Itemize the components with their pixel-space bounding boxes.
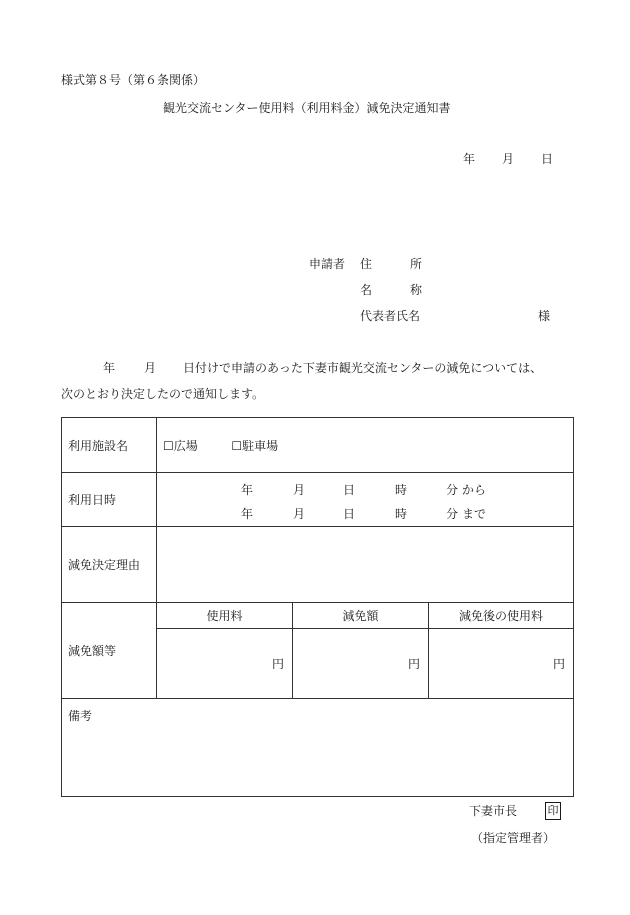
col-after-header: 減免後の使用料 [429, 603, 574, 629]
body-year: 年 [103, 361, 116, 375]
document-title: 観光交流センター使用料（利用料金）減免決定通知書 [163, 101, 451, 115]
remarks-row [62, 699, 574, 797]
remarks-label: 備考 [62, 699, 574, 797]
fee-yen: 円 [157, 629, 293, 699]
amount-header-row [62, 603, 574, 629]
representative-label: 代表者氏名 [360, 309, 421, 323]
after-yen: 円 [429, 629, 574, 699]
facility-plaza-checkbox[interactable]: ☐広場 [163, 438, 198, 453]
col-reduction-header: 減免額 [293, 603, 429, 629]
datetime-from-line [157, 476, 573, 500]
from-month: 月 [293, 482, 306, 497]
col-fee-header: 使用料 [157, 603, 293, 629]
from-suffix: から [462, 482, 487, 497]
facility-parking-checkbox[interactable]: ☐駐車場 [231, 438, 279, 453]
facility-label: 利用施設名 [62, 418, 157, 473]
datetime-to-line [157, 500, 573, 524]
honorific-sama: 様 [538, 309, 551, 323]
date-day: 日 [541, 152, 554, 166]
date-month: 月 [502, 152, 515, 166]
mayor-title: 下妻市長 [469, 804, 518, 818]
reason-value [157, 527, 574, 603]
seal-stamp: 印 [545, 802, 561, 820]
facility-row [62, 418, 574, 473]
to-day: 日 [343, 506, 356, 521]
datetime-values [157, 473, 574, 527]
facility-options [157, 418, 574, 473]
from-minute: 分 [446, 482, 459, 497]
to-year: 年 [241, 506, 254, 521]
address-label-1: 住 [360, 257, 373, 271]
reduction-table [61, 417, 574, 797]
reason-row [62, 527, 574, 603]
from-year: 年 [241, 482, 254, 497]
reduction-yen: 円 [293, 629, 429, 699]
body-line-2: 次のとおり決定したので通知します。 [61, 387, 265, 401]
address-label-2: 所 [410, 257, 423, 271]
datetime-row [62, 473, 574, 527]
to-suffix: まで [462, 506, 487, 521]
datetime-label: 利用日時 [62, 473, 157, 527]
to-month: 月 [293, 506, 306, 521]
to-minute: 分 [446, 506, 459, 521]
form-number: 様式第８号（第６条関係） [61, 73, 206, 87]
amount-label: 減免額等 [62, 603, 157, 699]
name-label-1: 名 [360, 283, 373, 297]
body-line-1: 日付けで申請のあった下妻市観光交流センターの減免については、 [183, 361, 543, 375]
designated-manager: （指定管理者） [471, 831, 556, 845]
date-year: 年 [463, 152, 476, 166]
reason-label: 減免決定理由 [62, 527, 157, 603]
from-hour: 時 [395, 482, 408, 497]
body-month: 月 [144, 361, 157, 375]
applicant-label: 申請者 [309, 257, 346, 271]
name-label-2: 称 [410, 283, 423, 297]
to-hour: 時 [395, 506, 408, 521]
from-day: 日 [343, 482, 356, 497]
